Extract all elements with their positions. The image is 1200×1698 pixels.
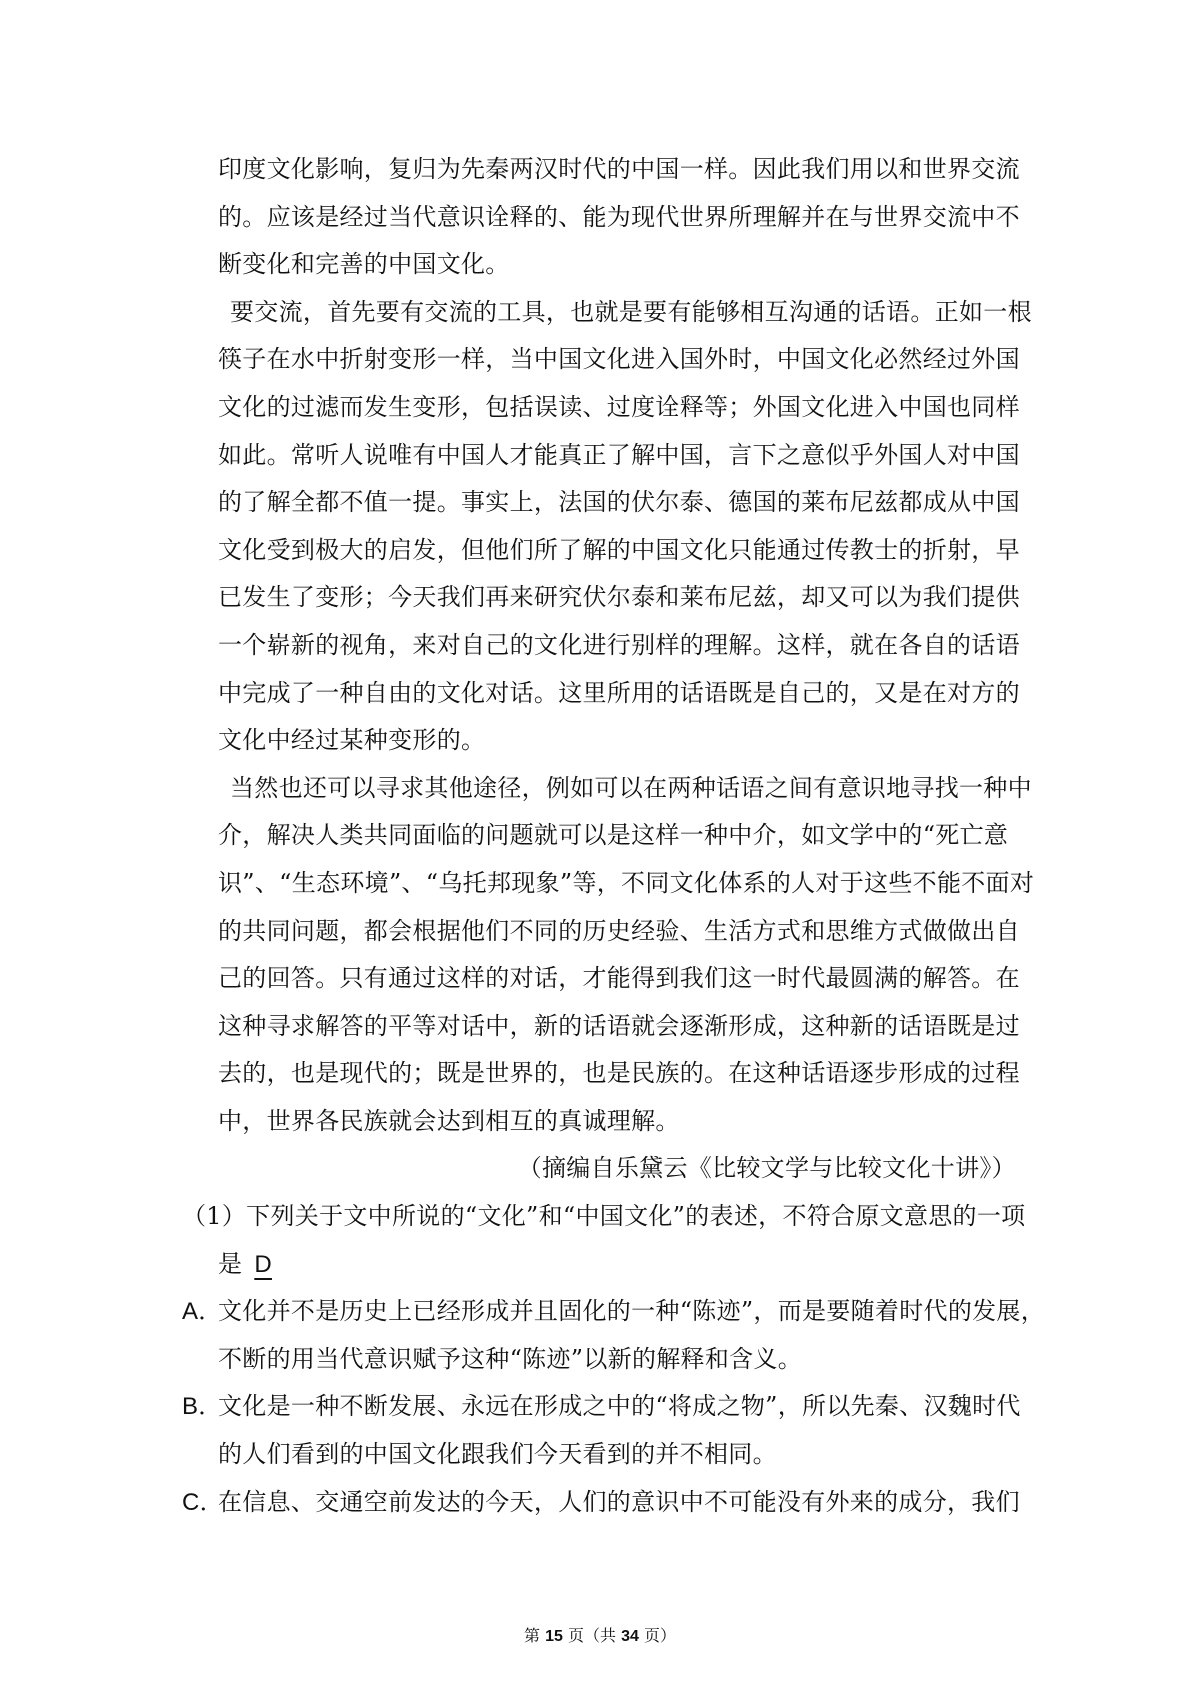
- article-body: [182, 146, 1046, 1526]
- text-line: 如此。常听人说唯有中国人才能真正了解中国，言下之意似乎外国人对中国: [218, 440, 1020, 469]
- text-line: 印度文化影响，复归为先秦两汉时代的中国一样。因此我们用以和世界交流: [218, 155, 1020, 183]
- question-stem-continued: [218, 1241, 1024, 1289]
- text-line: 介，解决人类共同面临的问题就可以是这样一种中介，如文学中的“死亡意: [218, 821, 1009, 850]
- source-citation: （摘编自乐黛云《比较文学与比较文化十讲》）: [517, 1154, 1016, 1183]
- option-c: [182, 1479, 1024, 1527]
- option-letter: C．: [182, 1488, 224, 1516]
- text-line: 文化受到极大的启发，但他们所了解的中国文化只能通过传教士的折射，早: [218, 535, 1020, 564]
- text-line: 的。应该是经过当代意识诠释的、能为现代世界所理解并在与世界交流中不: [218, 202, 1020, 231]
- text-line: 已发生了变形；今天我们再来研究伏尔泰和莱布尼兹，却又可以为我们提供: [218, 583, 1020, 612]
- option-text: 不断的用当代意识赋予这种“陈迹”以新的解释和含义。: [218, 1344, 803, 1373]
- text-line: 己的回答。只有通过这样的对话，才能得到我们这一时代最圆满的解答。在: [218, 964, 1020, 993]
- option-a: [182, 1288, 1046, 1383]
- text-line: 当然也还可以寻求其他途径，例如可以在两种话语之间有意识地寻找一种中: [230, 773, 1032, 802]
- paragraph-3: [218, 765, 1035, 1146]
- answer-blank: D: [254, 1250, 272, 1278]
- text-line: 的共同问题，都会根据他们不同的历史经验、生活方式和思维方式做做出自: [218, 916, 1020, 945]
- option-text: 在信息、交通空前发达的今天，人们的意识中不可能没有外来的成分，我们: [218, 1487, 1020, 1516]
- paragraph-2: [218, 289, 1032, 765]
- text-line: 要交流，首先要有交流的工具，也就是要有能够相互沟通的话语。正如一根: [230, 297, 1032, 326]
- text-line: 去的，也是现代的；既是世界的，也是民族的。在这种话语逐步形成的过程: [218, 1059, 1020, 1088]
- text-line: 的了解全都不值一提。事实上，法国的伏尔泰、德国的莱布尼兹都成从中国: [218, 488, 1020, 517]
- page-footer: [0, 1623, 1200, 1646]
- total-page-number: 34: [621, 1628, 639, 1645]
- paragraph-1: [218, 146, 1024, 289]
- current-page-number: 15: [545, 1628, 563, 1645]
- footer-middle: 页（共: [567, 1626, 616, 1645]
- text-line: 一个崭新的视角，来对自己的文化进行别样的理解。这样，就在各自的话语: [218, 630, 1020, 659]
- option-b: [182, 1383, 1024, 1478]
- option-text: 的人们看到的中国文化跟我们今天看到的并不相同。: [218, 1440, 777, 1469]
- text-line: 中完成了一种自由的文化对话。这里所用的话语既是自己的，又是在对方的: [218, 678, 1020, 707]
- option-text: 文化并不是历史上已经形成并且固化的一种“陈迹”，而是要随着时代的发展，: [218, 1297, 1046, 1326]
- text-line: 断变化和完善的中国文化。: [218, 250, 510, 279]
- footer-prefix: 第: [523, 1626, 540, 1645]
- question-stem: （1）下列关于文中所说的“文化”和“中国文化”的表述，不符合原文意思的一项: [182, 1202, 1026, 1231]
- question-1: [182, 1193, 1026, 1288]
- text-line: 文化中经过某种变形的。: [218, 726, 486, 755]
- text-line: 这种寻求解答的平等对话中，新的话语就会逐渐形成，这种新的话语既是过: [218, 1011, 1020, 1040]
- text-line: 文化的过滤而发生变形，包括误读、过度诠释等；外国文化进入中国也同样: [218, 392, 1020, 421]
- question-prefix: 是: [218, 1249, 243, 1278]
- text-line: 识”、“生态环境”、“乌托邦现象”等，不同文化体系的人对于这些不能不面对: [218, 868, 1035, 897]
- text-line: 筷子在水中折射变形一样，当中国文化进入国外时，中国文化必然经过外国: [218, 345, 1020, 374]
- text-line: 中，世界各民族就会达到相互的真诚理解。: [218, 1106, 680, 1135]
- footer-suffix: 页）: [643, 1626, 676, 1645]
- option-text: 文化是一种不断发展、永远在形成之中的“将成之物”，所以先秦、汉魏时代: [218, 1392, 1021, 1421]
- option-letter: B．: [182, 1393, 223, 1421]
- option-letter: A．: [182, 1298, 223, 1326]
